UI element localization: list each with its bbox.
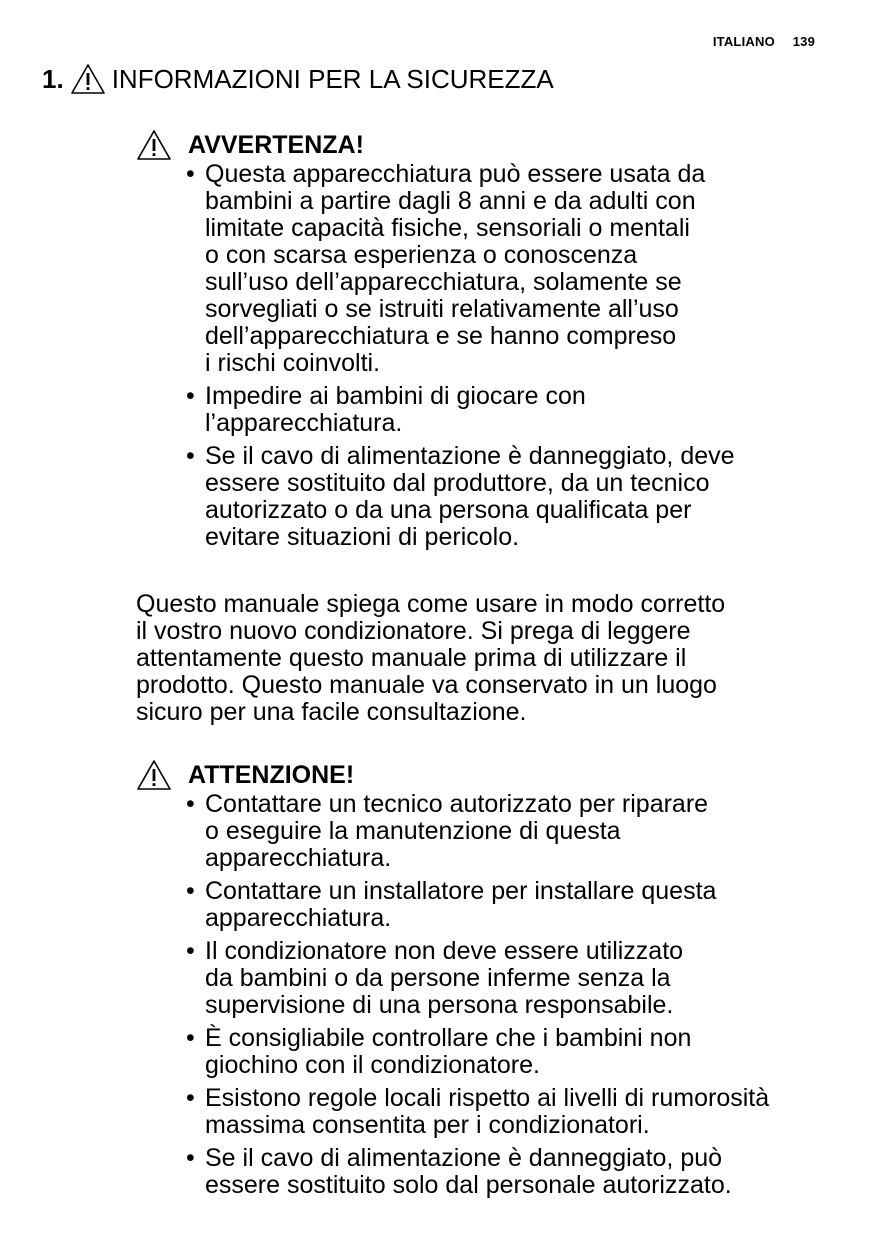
- list-item: [186, 938, 836, 1019]
- list-item-line: • Se il cavo di alimentazione è danneggiato, deve: [205, 442, 735, 470]
- caution-label: ATTENZIONE!: [188, 760, 355, 789]
- paragraph-line: attentamente questo manuale prima di utilizzare il: [136, 644, 687, 672]
- warning-triangle-icon: [136, 759, 172, 791]
- list-item-line: • Impedire ai bambini di giocare con: [205, 382, 586, 410]
- list-item: [186, 383, 836, 437]
- warning-header: [136, 129, 836, 161]
- list-item-line: • È consigliabile controllare che i bambini non: [205, 1024, 692, 1052]
- caution-notice: [136, 759, 836, 1205]
- paragraph-line: il vostro nuovo condizionatore. Si prega di leggere: [136, 617, 691, 645]
- list-item-line: apparecchiatura.: [205, 904, 392, 932]
- list-item-line: • Il condizionatore non deve essere utilizzato: [205, 937, 684, 965]
- list-item-line: • Contattare un tecnico autorizzato per riparare: [205, 790, 709, 818]
- list-item-line: • Contattare un installatore per installare questa: [205, 877, 717, 905]
- warning-label: AVVERTENZA!: [188, 130, 364, 159]
- warning-triangle-icon: [136, 129, 172, 161]
- list-item-line: apparecchiatura.: [205, 844, 392, 872]
- list-item: [186, 791, 836, 872]
- list-item-line: limitate capacità fisiche, sensoriali o mentali: [205, 214, 690, 242]
- list-item-line: supervisione di una persona responsabile.: [205, 991, 674, 1019]
- caution-list: [186, 791, 836, 1199]
- list-item-line: sorvegliati o se istruiti relativamente all’uso: [205, 295, 679, 323]
- warning-triangle-icon: [70, 63, 106, 95]
- list-item-line: • Questa apparecchiatura può essere usata da: [205, 160, 706, 188]
- list-item-line: • Se il cavo di alimentazione è danneggiato, può: [205, 1144, 723, 1172]
- list-item-line: dell’apparecchiatura e se hanno compreso: [205, 322, 677, 350]
- list-item-line: i rischi coinvolti.: [205, 349, 381, 377]
- list-item-line: evitare situazioni di pericolo.: [205, 523, 520, 551]
- list-item-line: essere sostituito dal produttore, da un tecnico: [205, 469, 710, 497]
- list-item-line: • Esistono regole locali rispetto ai livelli di rumorosità: [205, 1084, 770, 1112]
- warning-list: [186, 161, 836, 551]
- caution-header: [136, 759, 836, 791]
- list-item-line: o con scarsa esperienza o conoscenza: [205, 241, 638, 269]
- page-number: 139: [792, 34, 815, 49]
- list-item-line: da bambini o da persone inferme senza la: [205, 964, 671, 992]
- list-item: [186, 1025, 836, 1079]
- list-item-line: sull’uso dell’apparecchiatura, solamente se: [205, 268, 682, 296]
- list-item-line: l’apparecchiatura.: [205, 409, 403, 437]
- list-item-line: giochino con il condizionatore.: [205, 1051, 540, 1079]
- list-item: [186, 1085, 836, 1139]
- section-number: 1.: [42, 64, 64, 94]
- warning-notice: [136, 129, 836, 557]
- list-item-line: massima consentita per i condizionatori.: [205, 1111, 650, 1139]
- list-item: [186, 878, 836, 932]
- list-item: [186, 161, 836, 377]
- language-label: ITALIANO: [712, 34, 775, 49]
- section-title: [42, 62, 554, 96]
- intro-paragraph: [136, 591, 826, 726]
- list-item-line: bambini a partire dagli 8 anni e da adulti con: [205, 187, 696, 215]
- paragraph-line: prodotto. Questo manuale va conservato in un luogo: [136, 671, 717, 699]
- list-item: [186, 1145, 836, 1199]
- page-header: [713, 34, 815, 49]
- list-item: [186, 443, 836, 551]
- paragraph-line: Questo manuale spiega come usare in modo corretto: [136, 590, 726, 618]
- list-item-line: autorizzato o da una persona qualificata per: [205, 496, 692, 524]
- list-item-line: essere sostituito solo dal personale autorizzato.: [205, 1171, 732, 1199]
- list-item-line: o eseguire la manutenzione di questa: [205, 817, 621, 845]
- section-heading: INFORMAZIONI PER LA SICUREZZA: [111, 64, 554, 94]
- paragraph-line: sicuro per una facile consultazione.: [136, 698, 527, 726]
